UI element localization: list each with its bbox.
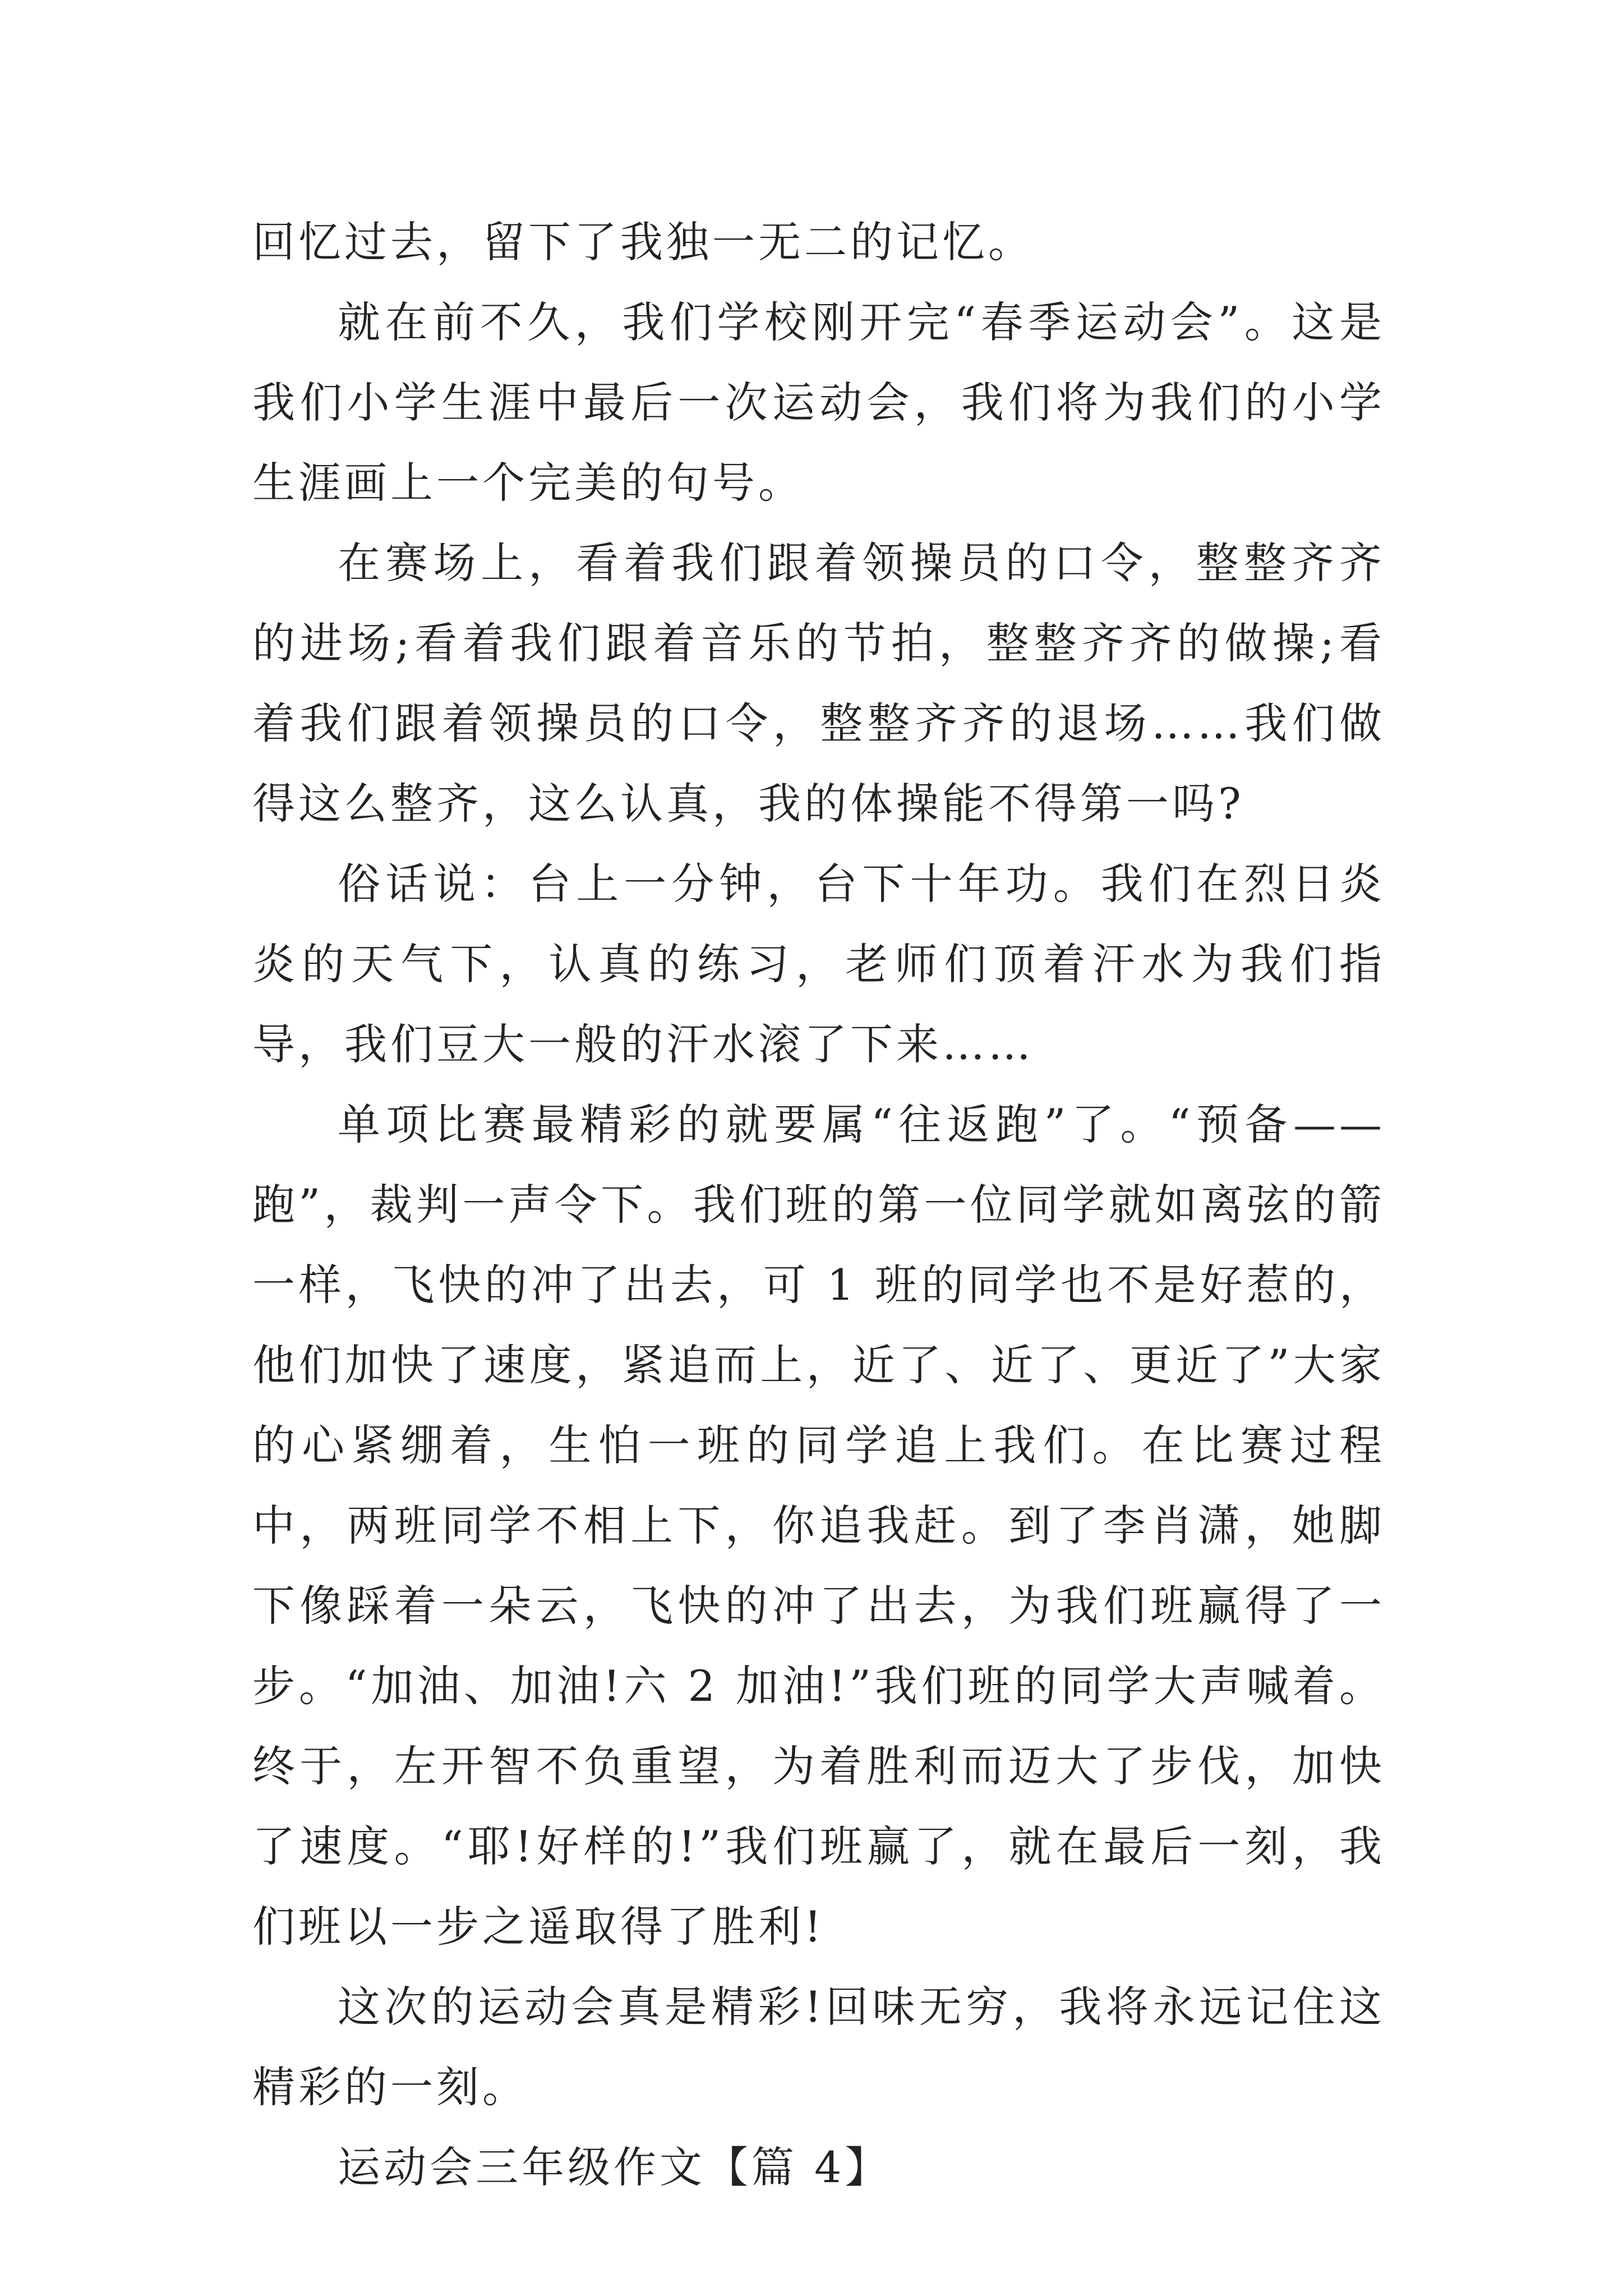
paragraph-conclusion: 这次的运动会真是精彩!回味无穷，我将永远记住这精彩的一刻。 (252, 1982, 1385, 2112)
paragraph-gymnastics: 在赛场上，看着我们跟着领操员的口令，整整齐齐的进场;看着我们跟着音乐的节拍，整整齐齐的做操;看着我们跟着领操员的口令，整整齐齐的退场……我们做得这么整齐，这么认真，我的体操能不得第一吗? (252, 538, 1385, 829)
paragraph-practice: 俗话说：台上一分钟，台下十年功。我们在烈日炎炎的天气下，认真的练习，老师们顶着汗水为我们指导，我们豆大一般的汗水滚了下来…… (252, 859, 1385, 1069)
article-body (252, 202, 1385, 2207)
paragraph-continuation: 回忆过去，留下了我独一无二的记忆。 (252, 217, 1034, 267)
paragraph-shuttle-run: 单项比赛最精彩的就要属“往返跑”了。“预备——跑”，裁判一声令下。我们班的第一位同学就如离弦的箭一样，飞快的冲了出去，可 1 班的同学也不是好惹的，他们加快了速度，紧追而上，近了、近了、更近了”大家的心紧绷着，生怕一班的同学追上我们。在比赛过程中，两班同学不相上下，你追我赶。到了李肖潇，她脚下像踩着一朵云，飞快的冲了出去，为我们班赢得了一步。“加油、加油!六 2 加油!”我们班的同学大声喊着。终于，左开智不负重望，为着胜利而迈大了步伐，加快了速度。“耶!好样的!”我们班赢了，就在最后一刻，我们班以一步之遥取得了胜利! (252, 1099, 1385, 1952)
paragraph-sports-meet-intro: 就在前不久，我们学校刚开完“春季运动会”。这是我们小学生涯中最后一次运动会，我们将为我们的小学生涯画上一个完美的句号。 (252, 297, 1385, 508)
section-heading: 运动会三年级作文【篇 4】 (338, 2142, 891, 2192)
